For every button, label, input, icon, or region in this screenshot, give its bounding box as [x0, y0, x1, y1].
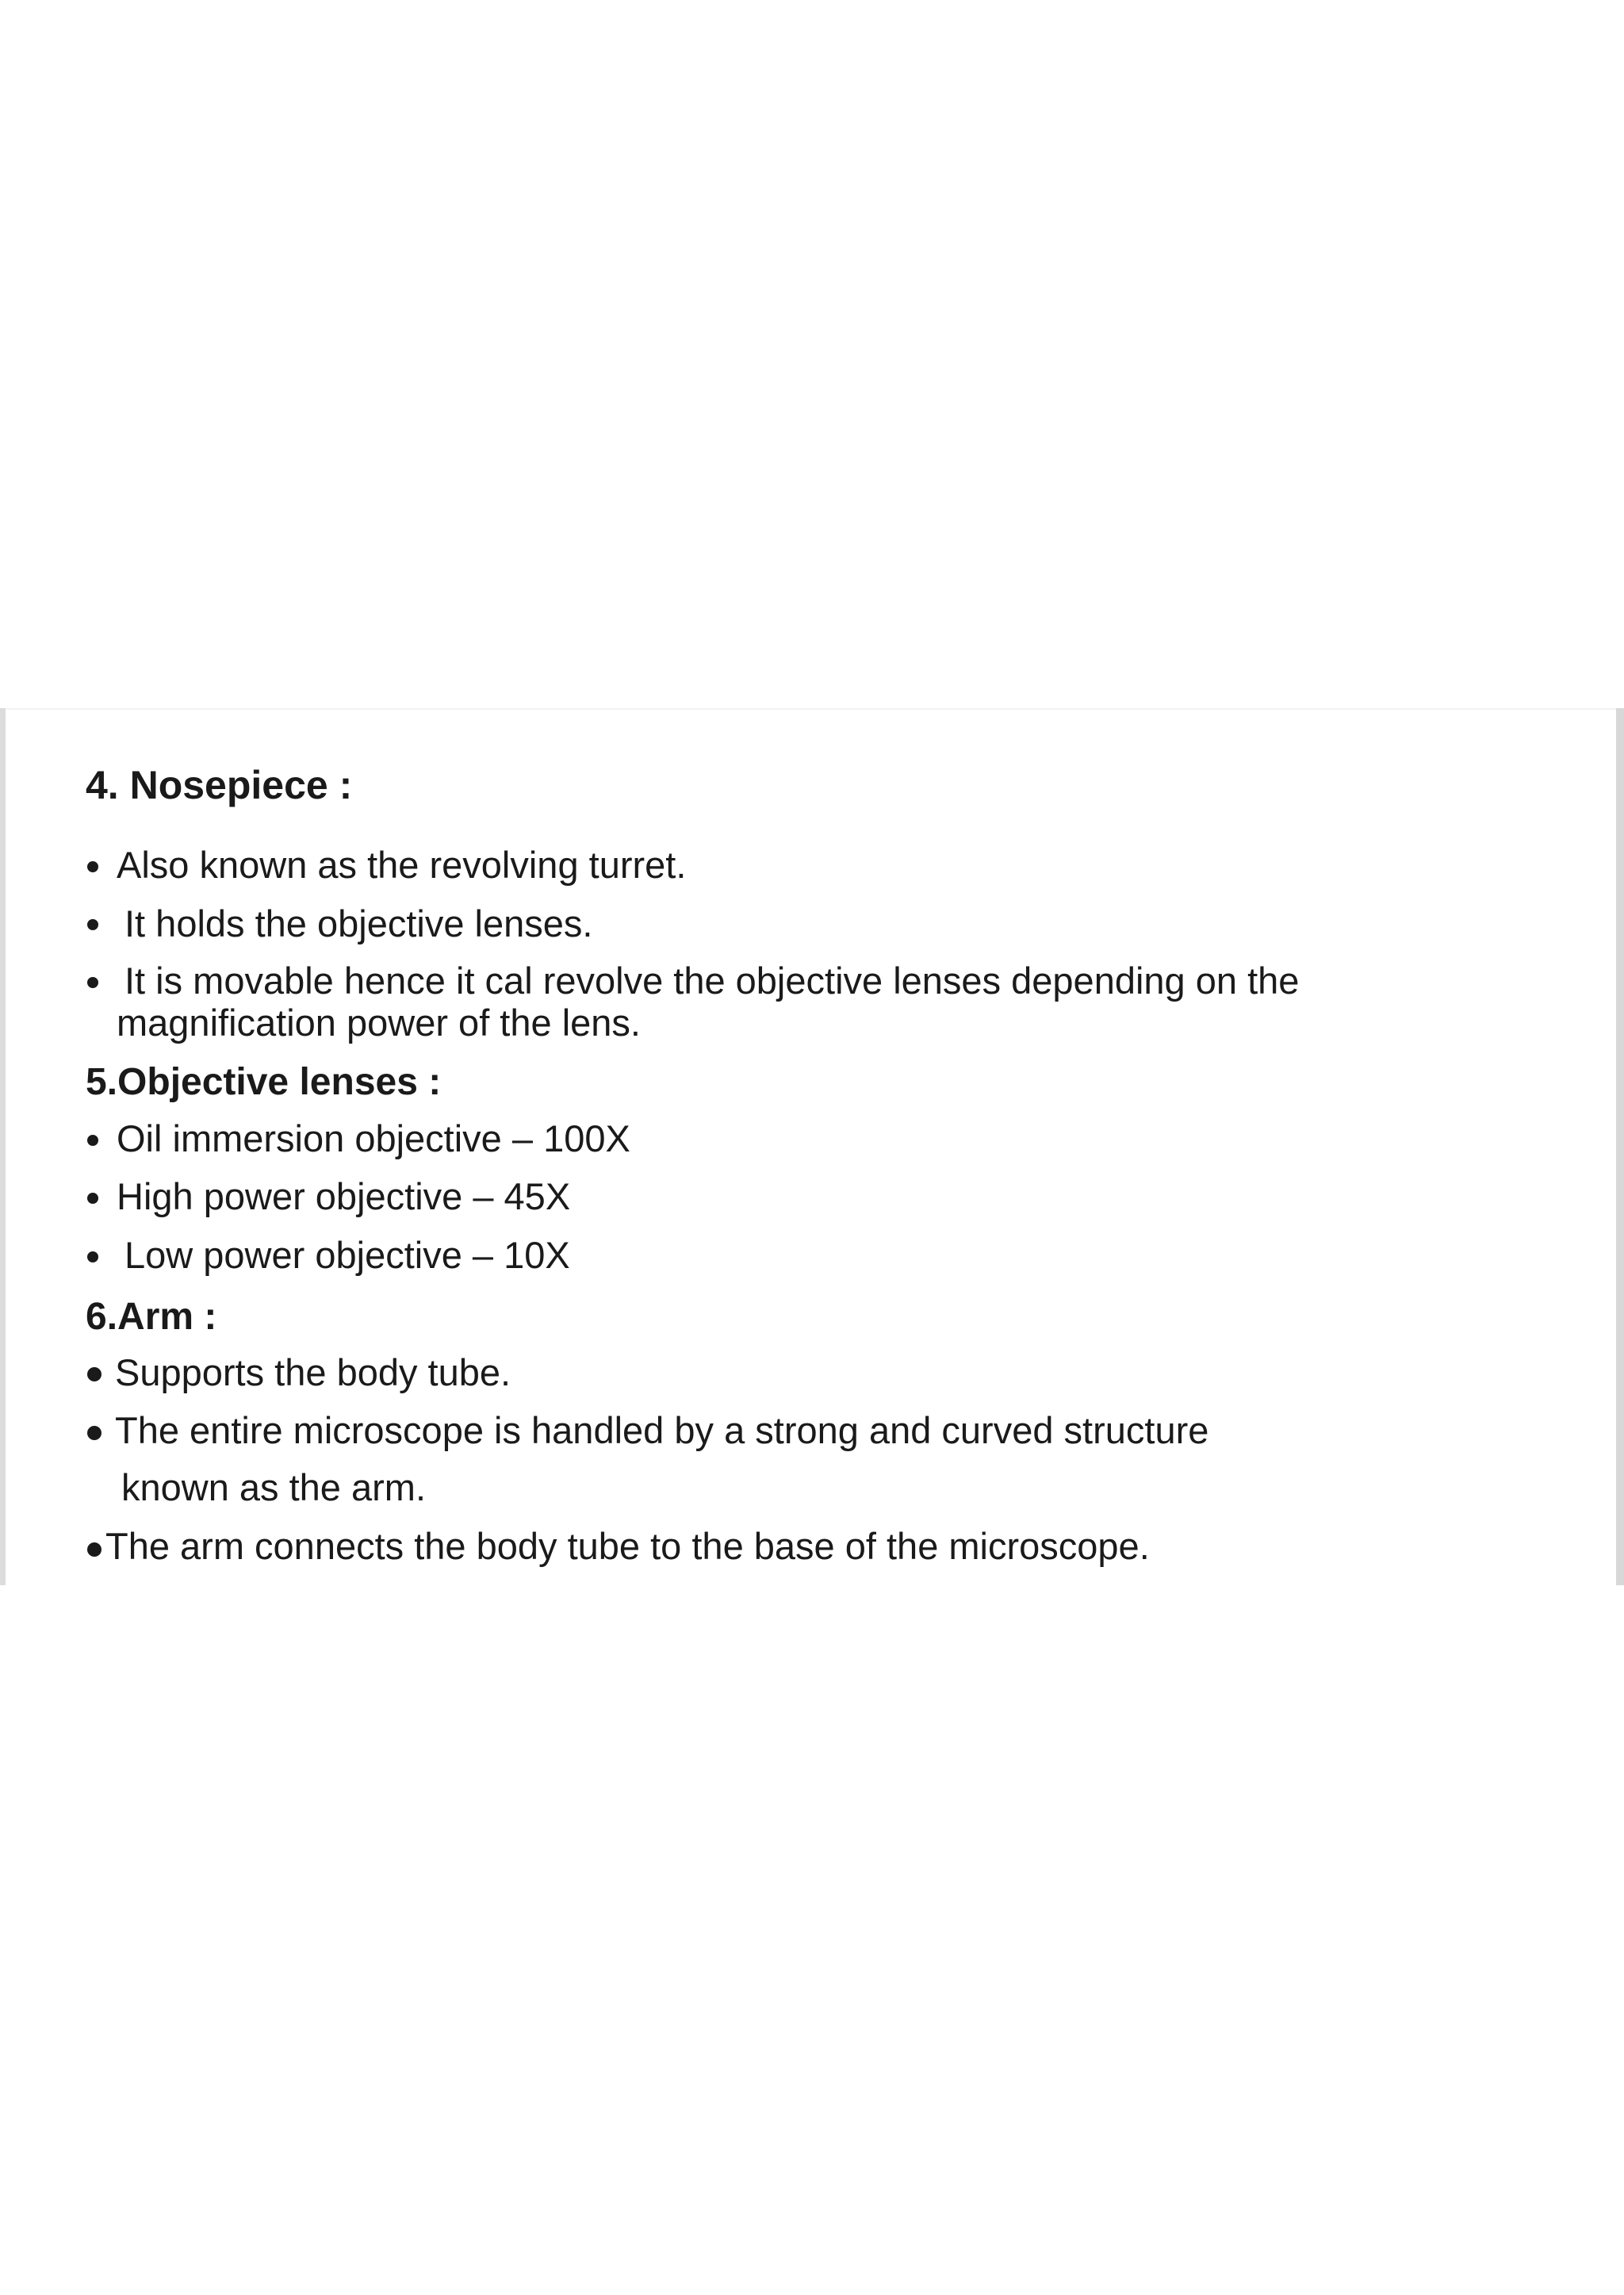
list-item-text-continued: known as the arm.: [121, 1466, 427, 1508]
section-heading-arm: 6.Arm :: [86, 1296, 217, 1338]
list-item-text: It is movable hence it cal revolve the objective lenses depending on the: [124, 960, 1300, 1002]
list-item-text: Oil immersion objective – 100X: [117, 1117, 630, 1159]
list-item-text-continued: magnification power of the lens.: [117, 1002, 641, 1044]
bullet-icon: [87, 919, 98, 930]
list-item-text: Also known as the revolving turret.: [117, 844, 687, 886]
bullet-icon: [87, 861, 98, 872]
list-item-text: It holds the objective lenses.: [124, 902, 593, 944]
right-edge-divider: [1616, 708, 1624, 1585]
bullet-icon: [87, 1135, 98, 1146]
bullet-icon: [87, 1367, 102, 1381]
list-item-text: High power objective – 45X: [117, 1175, 571, 1217]
bullet-icon: [87, 1426, 102, 1440]
list-item-text: The entire microscope is handled by a strong and curved structure: [115, 1409, 1209, 1451]
left-edge-divider: [0, 708, 6, 1585]
list-item-text: The arm connects the body tube to the base of the microscope.: [105, 1525, 1150, 1567]
list-item-text: Supports the body tube.: [115, 1351, 511, 1393]
bullet-icon: [87, 1193, 98, 1204]
section-heading-objective-lenses: 5.Objective lenses :: [86, 1061, 442, 1103]
bullet-icon: [87, 1542, 102, 1557]
bullet-icon: [87, 1251, 98, 1262]
section-heading-nosepiece: 4. Nosepiece :: [86, 763, 353, 807]
bullet-icon: [87, 977, 98, 988]
list-item-text: Low power objective – 10X: [124, 1234, 570, 1276]
